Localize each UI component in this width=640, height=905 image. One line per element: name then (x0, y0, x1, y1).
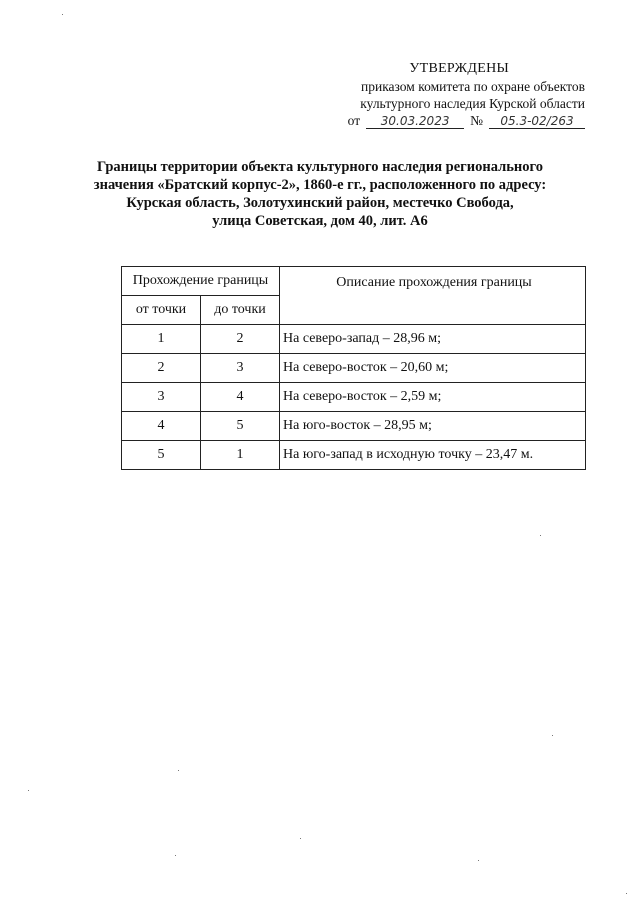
scan-speck (540, 535, 541, 536)
cell-from: 3 (122, 383, 201, 412)
title-line-4: улица Советская, дом 40, лит. А6 (212, 213, 428, 229)
approval-date-number (348, 112, 585, 129)
scan-speck (178, 770, 179, 771)
table-row (122, 441, 586, 470)
approval-date: 30.03.2023 (366, 114, 464, 129)
header-boundary-passage: Прохождение границы (122, 267, 280, 296)
approval-heading: УТВЕРЖДЕНЫ (409, 61, 509, 76)
cell-description: На северо-восток – 2,59 м; (280, 383, 586, 412)
scan-speck (62, 14, 63, 15)
approval-number: 05.3-02/263 (489, 114, 585, 129)
cell-description: На северо-запад – 28,96 м; (280, 325, 586, 354)
cell-to: 1 (201, 441, 280, 470)
number-label: № (470, 113, 483, 128)
approval-line-1: приказом комитета по охране объектов (361, 79, 585, 94)
cell-from: 4 (122, 412, 201, 441)
scan-speck (626, 893, 627, 894)
header-to-point: до точки (201, 296, 280, 325)
approval-block (348, 60, 585, 129)
scan-speck (478, 860, 479, 861)
title-line-3: Курская область, Золотухинский район, местечко Свобода, (126, 195, 514, 211)
cell-description: На юго-запад в исходную точку – 23,47 м. (280, 441, 586, 470)
approval-line-2: культурного наследия Курской области (360, 96, 585, 111)
title-line-1: Границы территории объекта культурного наследия регионального (97, 159, 543, 175)
scan-speck (552, 735, 553, 736)
scan-speck (175, 855, 176, 856)
cell-description: На северо-восток – 20,60 м; (280, 354, 586, 383)
cell-from: 1 (122, 325, 201, 354)
boundary-table (121, 266, 586, 470)
cell-from: 5 (122, 441, 201, 470)
table-row (122, 383, 586, 412)
table-row (122, 412, 586, 441)
header-description: Описание прохождения границы (280, 267, 586, 325)
document-title (70, 158, 570, 230)
cell-to: 5 (201, 412, 280, 441)
from-label: от (347, 113, 361, 128)
cell-to: 2 (201, 325, 280, 354)
cell-to: 3 (201, 354, 280, 383)
table-row (122, 325, 586, 354)
scan-speck (300, 838, 301, 839)
table-row (122, 354, 586, 383)
scan-speck (28, 790, 29, 791)
cell-from: 2 (122, 354, 201, 383)
cell-description: На юго-восток – 28,95 м; (280, 412, 586, 441)
title-line-2: значения «Братский корпус-2», 1860-е гг., расположенного по адресу: (93, 177, 547, 193)
cell-to: 4 (201, 383, 280, 412)
header-from-point: от точки (122, 296, 201, 325)
